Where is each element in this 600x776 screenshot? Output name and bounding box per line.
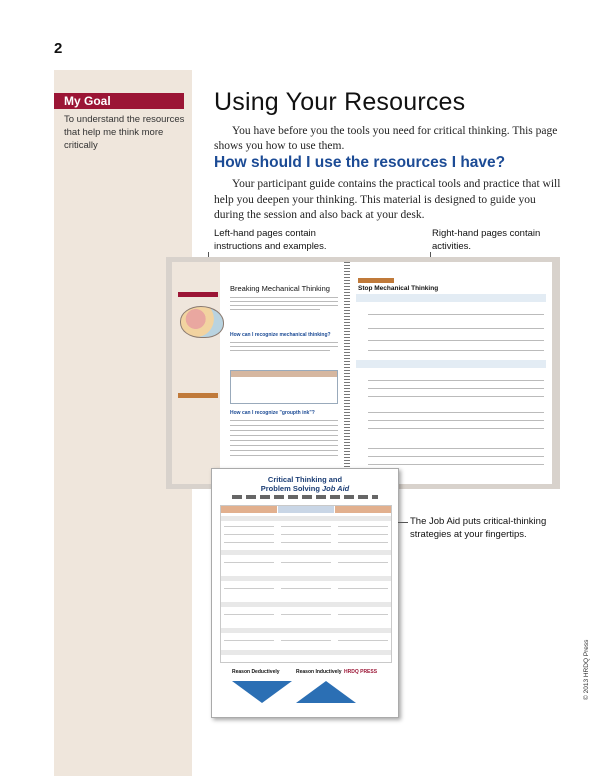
grid-text-line <box>338 542 388 543</box>
text-line <box>230 297 338 298</box>
text-line <box>230 350 330 351</box>
grid-section-row <box>221 550 391 555</box>
grid-text-line <box>338 526 388 527</box>
guide-mini-table <box>230 370 338 404</box>
text-line <box>230 305 338 306</box>
text-line <box>230 420 338 421</box>
grid-text-line <box>224 534 274 535</box>
grid-section-row <box>221 602 391 607</box>
guide-left-page <box>172 262 344 484</box>
my-goal-text: To understand the resources that help me think more critically <box>64 114 185 151</box>
text-line <box>230 346 338 347</box>
job-aid-callout: The Job Aid puts critical-thinking strategies at your fingertips. <box>410 516 547 540</box>
job-aid-strategy-grid <box>220 505 392 663</box>
answer-line <box>368 396 544 397</box>
job-aid-title-line2: Problem Solving <box>260 484 320 493</box>
grid-text-line <box>281 526 331 527</box>
answer-line <box>368 380 544 381</box>
grid-text-line <box>224 640 274 641</box>
column-header <box>221 506 277 513</box>
grid-text-line <box>281 534 331 535</box>
grid-text-line <box>338 640 388 641</box>
grid-text-line <box>281 542 331 543</box>
text-line <box>230 425 338 426</box>
section-subheading: How should I use the resources I have? <box>214 154 506 171</box>
text-line <box>230 435 338 436</box>
guide-left-title: Breaking Mechanical Thinking <box>230 284 330 293</box>
answer-line <box>368 428 544 429</box>
publisher-logo: HRDQ PRESS <box>344 669 378 675</box>
guide-note-bar <box>178 393 218 398</box>
job-aid-nav-strip <box>232 495 378 499</box>
guide-left-subhead: How can I recognize mechanical thinking? <box>230 332 331 338</box>
answer-line <box>368 456 544 457</box>
job-aid-callout-pointer <box>398 522 408 523</box>
answer-line <box>368 412 544 413</box>
job-aid-title-line1: Critical Thinking and <box>267 475 343 484</box>
inductive-triangle-icon <box>296 681 356 703</box>
page-number: 2 <box>54 40 63 57</box>
activity-title: Stop Mechanical Thinking <box>358 285 439 292</box>
text-line <box>230 301 338 302</box>
column-header <box>335 506 391 513</box>
body-paragraph: Your participant guide contains the practical tools and practice that will help you deepen your thinking. This material is designed to guide you during the session and also back at your desk. <box>214 178 561 221</box>
grid-text-line <box>224 588 274 589</box>
job-aid-title <box>212 475 398 493</box>
grid-text-line <box>224 614 274 615</box>
text-line <box>230 455 338 456</box>
brain-illustration <box>180 306 224 338</box>
text-line <box>230 309 320 310</box>
answer-line <box>368 464 544 465</box>
activity-instruction-box <box>356 360 546 368</box>
grid-text-line <box>338 562 388 563</box>
guide-left-subhead: How can I recognize "groupth ink"? <box>230 410 315 416</box>
copyright-notice: © 2013 HRDQ Press <box>583 639 590 700</box>
answer-line <box>368 314 544 315</box>
column-header <box>278 506 334 513</box>
text-line <box>230 450 338 451</box>
inductive-label: Reason Inductively <box>296 669 342 675</box>
answer-line <box>368 388 544 389</box>
participant-guide-spread <box>166 257 560 489</box>
answer-line <box>368 340 544 341</box>
answer-line <box>368 448 544 449</box>
text-line <box>230 445 338 446</box>
grid-text-line <box>338 588 388 589</box>
grid-section-row <box>221 576 391 581</box>
grid-text-line <box>281 588 331 589</box>
answer-line <box>368 328 544 329</box>
grid-text-line <box>224 542 274 543</box>
grid-section-row <box>221 516 391 521</box>
activity-instruction-box <box>356 294 546 302</box>
job-aid-card <box>211 468 399 718</box>
grid-text-line <box>338 534 388 535</box>
deductive-triangle-icon <box>232 681 292 703</box>
my-goal-heading: My Goal <box>54 93 184 109</box>
text-line <box>230 342 338 343</box>
grid-text-line <box>281 614 331 615</box>
right-pages-callout: Right-hand pages contain activities. <box>432 228 541 252</box>
grid-text-line <box>281 562 331 563</box>
page-title: Using Your Resources <box>214 88 466 116</box>
grid-text-line <box>224 526 274 527</box>
activity-label-bar <box>358 278 394 283</box>
intro-paragraph: You have before you the tools you need for critical thinking. This page shows you how to use them. <box>214 125 558 152</box>
grid-text-line <box>224 562 274 563</box>
left-pages-callout: Left-hand pages contain instructions and examples. <box>214 228 327 252</box>
answer-line <box>368 420 544 421</box>
guide-right-page <box>350 262 552 484</box>
answer-line <box>368 350 544 351</box>
grid-text-line <box>281 640 331 641</box>
grid-text-line <box>338 614 388 615</box>
text-line <box>230 430 338 431</box>
guide-goal-bar <box>178 292 218 297</box>
text-line <box>230 440 338 441</box>
grid-section-row <box>221 650 391 655</box>
job-aid-title-italic: Job Aid <box>322 484 350 493</box>
deductive-label: Reason Deductively <box>232 669 280 675</box>
grid-section-row <box>221 628 391 633</box>
